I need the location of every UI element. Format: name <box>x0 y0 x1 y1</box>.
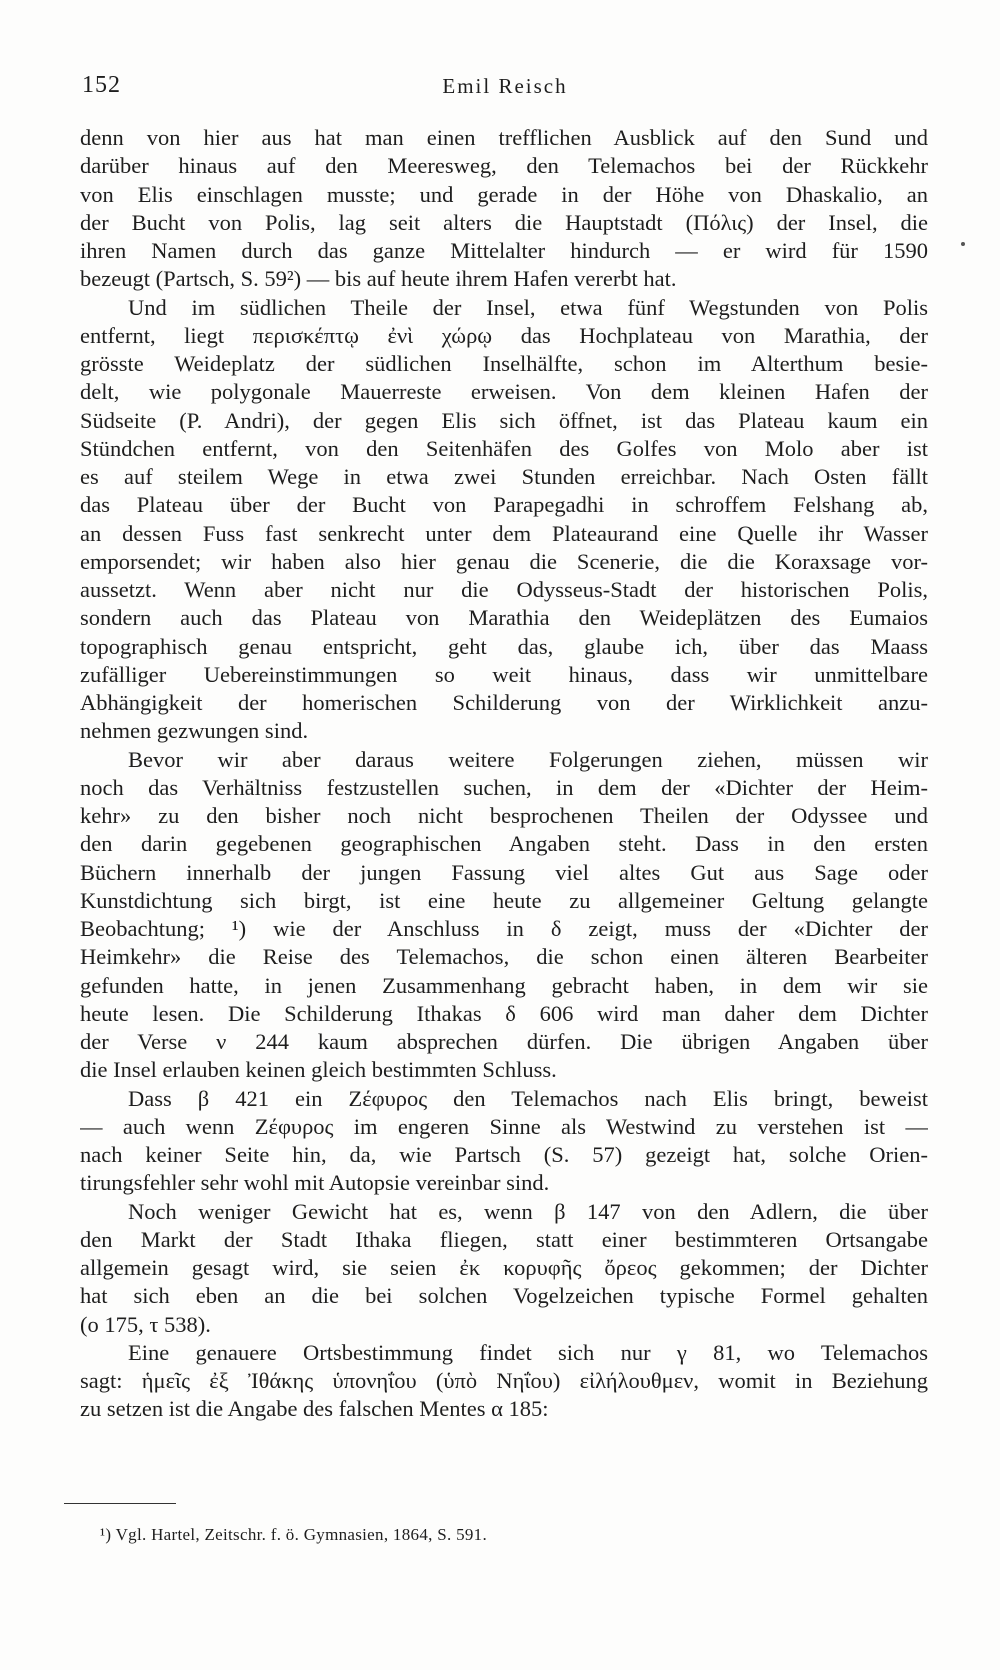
text-line: zufälliger Uebereinstimmungen so weit hinaus, dass wir unmittelbare <box>80 661 928 687</box>
text-line: — auch wenn Ζέφυρος im engeren Sinne als Westwind zu verstehen ist — <box>80 1113 928 1139</box>
paragraph-start: Und im südlichen Theile der Insel, etwa fünf Wegstunden von Polis <box>128 294 928 320</box>
text-line: an dessen Fuss fast senkrecht unter dem Plateaurand eine Quelle ihr Wasser <box>80 520 928 546</box>
text-line: bezeugt (Partsch, S. 59²) — bis auf heute ihrem Hafen vererbt hat. <box>80 266 677 292</box>
page-header <box>82 72 928 102</box>
text-line: Kunstdichtung sich birgt, ist eine heute zu allgemeiner Geltung gelangte <box>80 887 928 913</box>
text-line: kehr» zu den bisher noch nicht besprochenen Theilen der Odyssee und <box>80 803 928 828</box>
text-line: zu setzen ist die Angabe des falschen Mentes α 185: <box>80 1396 549 1422</box>
text-line: den darin gegebenen geographischen Angaben steht. Dass in den ersten <box>80 831 928 857</box>
text-line: ihren Namen durch das ganze Mittelalter hindurch — er wird für 1590 <box>80 238 928 263</box>
text-line: topographisch genau entspricht, geht das, glaube ich, über das Maass <box>80 633 928 659</box>
paragraph-start: Dass β 421 ein Ζέφυρος den Telemachos nach Elis bringt, beweist <box>128 1085 928 1111</box>
text-line: hat sich eben an die bei solchen Vogelzeichen typische Formel gehalten <box>80 1283 928 1309</box>
text-line: sondern auch das Plateau von Marathia den Weideplätzen des Eumaios <box>80 605 928 631</box>
paragraph-start: Eine genauere Ortsbestimmung findet sich nur γ 81, wo Telemachos <box>128 1339 928 1365</box>
text-line: darüber hinaus auf den Meeresweg, den Telemachos bei der Rückkehr <box>80 153 928 179</box>
text-line: es auf steilem Wege in etwa zwei Stunden erreichbar. Nach Osten fällt <box>80 464 928 489</box>
body-text <box>80 124 928 1424</box>
text-line: Heimkehr» die Reise des Telemachos, die schon einen älteren Bearbeiter <box>80 944 928 970</box>
text-line: Büchern innerhalb der jungen Fassung viel altes Gut aus Sage oder <box>80 859 928 885</box>
text-line: sagt: ἡμεῖς ἐξ Ἰθάκης ὑπονηΐου (ὑπὸ Νηΐου) εἰλήλουθμεν, womit in Beziehung <box>80 1368 928 1393</box>
page-number: 152 <box>82 72 121 98</box>
text-line: den Markt der Stadt Ithaka fliegen, statt einer bestimmteren Ortsangabe <box>80 1226 928 1252</box>
footnote-divider <box>64 1503 176 1504</box>
text-line: Beobachtung; ¹) wie der Anschluss in δ zeigt, muss der «Dichter der <box>80 916 928 941</box>
print-speck <box>961 242 965 246</box>
text-line: grösste Weideplatz der südlichen Inselhälfte, schon im Alterthum besie- <box>80 351 928 376</box>
running-head: Emil Reisch <box>442 74 568 98</box>
text-line: Stündchen entfernt, von den Seitenhäfen des Golfes von Molo aber ist <box>80 435 928 461</box>
text-line: der Verse ν 244 kaum absprechen dürfen. Die übrigen Angaben über <box>80 1029 928 1054</box>
text-line: das Plateau über der Bucht von Parapegadhi in schroffem Felshang ab, <box>80 492 928 518</box>
text-line: denn von hier aus hat man einen trefflichen Ausblick auf den Sund und <box>80 125 928 150</box>
text-line: delt, wie polygonale Mauerreste erweisen. Von dem kleinen Hafen der <box>80 379 928 405</box>
paragraph-start: Bevor wir aber daraus weitere Folgerungen ziehen, müssen wir <box>128 746 928 772</box>
text-line: tirungsfehler sehr wohl mit Autopsie vereinbar sind. <box>80 1170 550 1196</box>
text-line: von Elis einschlagen musste; und gerade in der Höhe von Dhaskalio, an <box>80 181 928 207</box>
text-line: allgemein gesagt wird, sie seien ἐκ κορυφῆς ὄρεος gekommen; der Dichter <box>80 1255 928 1280</box>
text-line: die Insel erlauben keinen gleich bestimmten Schluss. <box>80 1057 557 1083</box>
text-line: aussetzt. Wenn aber nicht nur die Odysseus-Stadt der historischen Polis, <box>80 577 928 602</box>
text-line: heute lesen. Die Schilderung Ithakas δ 606 wird man daher dem Dichter <box>80 1000 928 1026</box>
text-line: der Bucht von Polis, lag seit alters die Hauptstadt (Πόλις) der Insel, die <box>80 209 928 235</box>
text-line: nehmen gezwungen sind. <box>80 718 309 744</box>
text-line: noch das Verhältniss festzustellen suchen, in dem der «Dichter der Heim- <box>80 774 928 800</box>
text-line: Südseite (P. Andri), der gegen Elis sich öffnet, ist das Plateau kaum ein <box>80 407 928 433</box>
footnote: ¹) Vgl. Hartel, Zeitschr. f. ö. Gymnasien, 1864, S. 591. <box>100 1525 488 1544</box>
paragraph-start: Noch weniger Gewicht hat es, wenn β 147 von den Adlern, die über <box>128 1198 928 1224</box>
text-line: (ο 175, τ 538). <box>80 1311 211 1337</box>
text-line: emporsendet; wir haben also hier genau die Scenerie, die die Koraxsage vor- <box>80 548 928 574</box>
text-line: gefunden hatte, in jenen Zusammenhang gebracht haben, in dem wir sie <box>80 972 928 998</box>
text-line: nach keiner Seite hin, da, wie Partsch (S. 57) gezeigt hat, solche Orien- <box>80 1142 928 1167</box>
text-line: Abhängigkeit der homerischen Schilderung von der Wirklichkeit anzu- <box>80 690 928 715</box>
text-line: entfernt, liegt περισκέπτῳ ἐνὶ χώρῳ das Hochplateau von Marathia, der <box>80 322 928 348</box>
